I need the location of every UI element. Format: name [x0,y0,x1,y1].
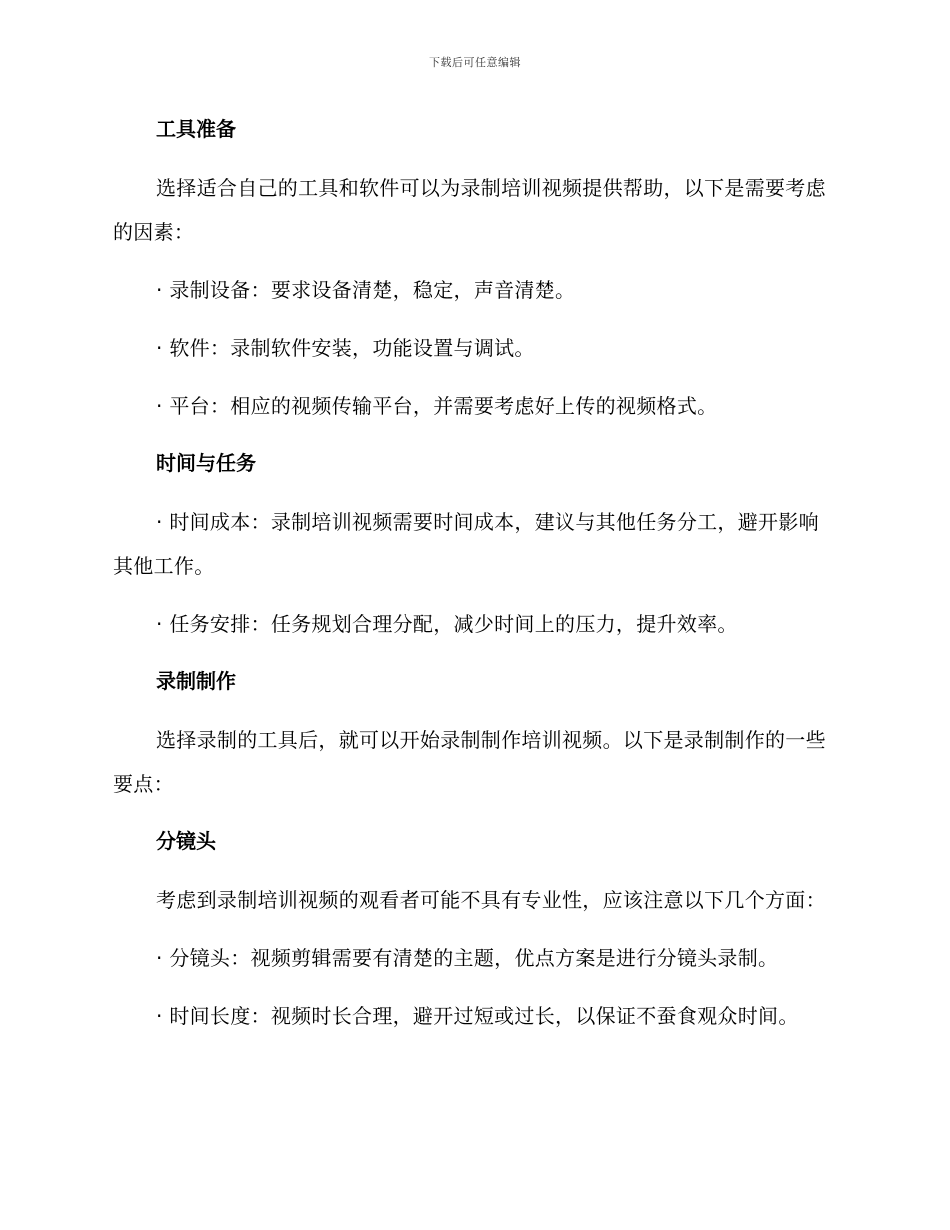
paragraph-storyboard-intro: 考虑到录制培训视频的观看者可能不具有专业性，应该注意以下几个方面： [156,888,826,912]
paragraph-tools-intro: 选择适合自己的工具和软件可以为录制培训视频提供帮助，以下是需要考虑的因素： [113,176,826,244]
section-heading-time-tasks: 时间与任务 [156,451,256,475]
bullet-time-cost: · 时间成本：录制培训视频需要时间成本，建议与其他任务分工，避开影响其他工作。 [113,510,819,578]
document-body [113,108,833,1052]
section-heading-tools: 工具准备 [156,117,236,141]
bullet-platform: · 平台：相应的视频传输平台，并需要考虑好上传的视频格式。 [156,394,718,418]
section-heading-production: 录制制作 [156,669,236,693]
bullet-recording-device: · 录制设备：要求设备清楚，稳定，声音清楚。 [156,278,576,302]
bullet-storyboard: · 分镜头：视频剪辑需要有清楚的主题，优点方案是进行分镜头录制。 [156,946,779,970]
paragraph-production-intro: 选择录制的工具后，就可以开始录制制作培训视频。以下是录制制作的一些要点： [113,728,826,796]
section-heading-storyboard: 分镜头 [156,829,216,853]
bullet-software: · 软件：录制软件安装，功能设置与调试。 [156,336,535,360]
page-header-note: 下载后可任意编辑 [429,56,521,69]
bullet-task-arrangement: · 任务安排：任务规划合理分配，减少时间上的压力，提升效率。 [156,612,738,636]
bullet-duration: · 时间长度：视频时长合理，避开过短或过长，以保证不蚕食观众时间。 [156,1004,799,1028]
